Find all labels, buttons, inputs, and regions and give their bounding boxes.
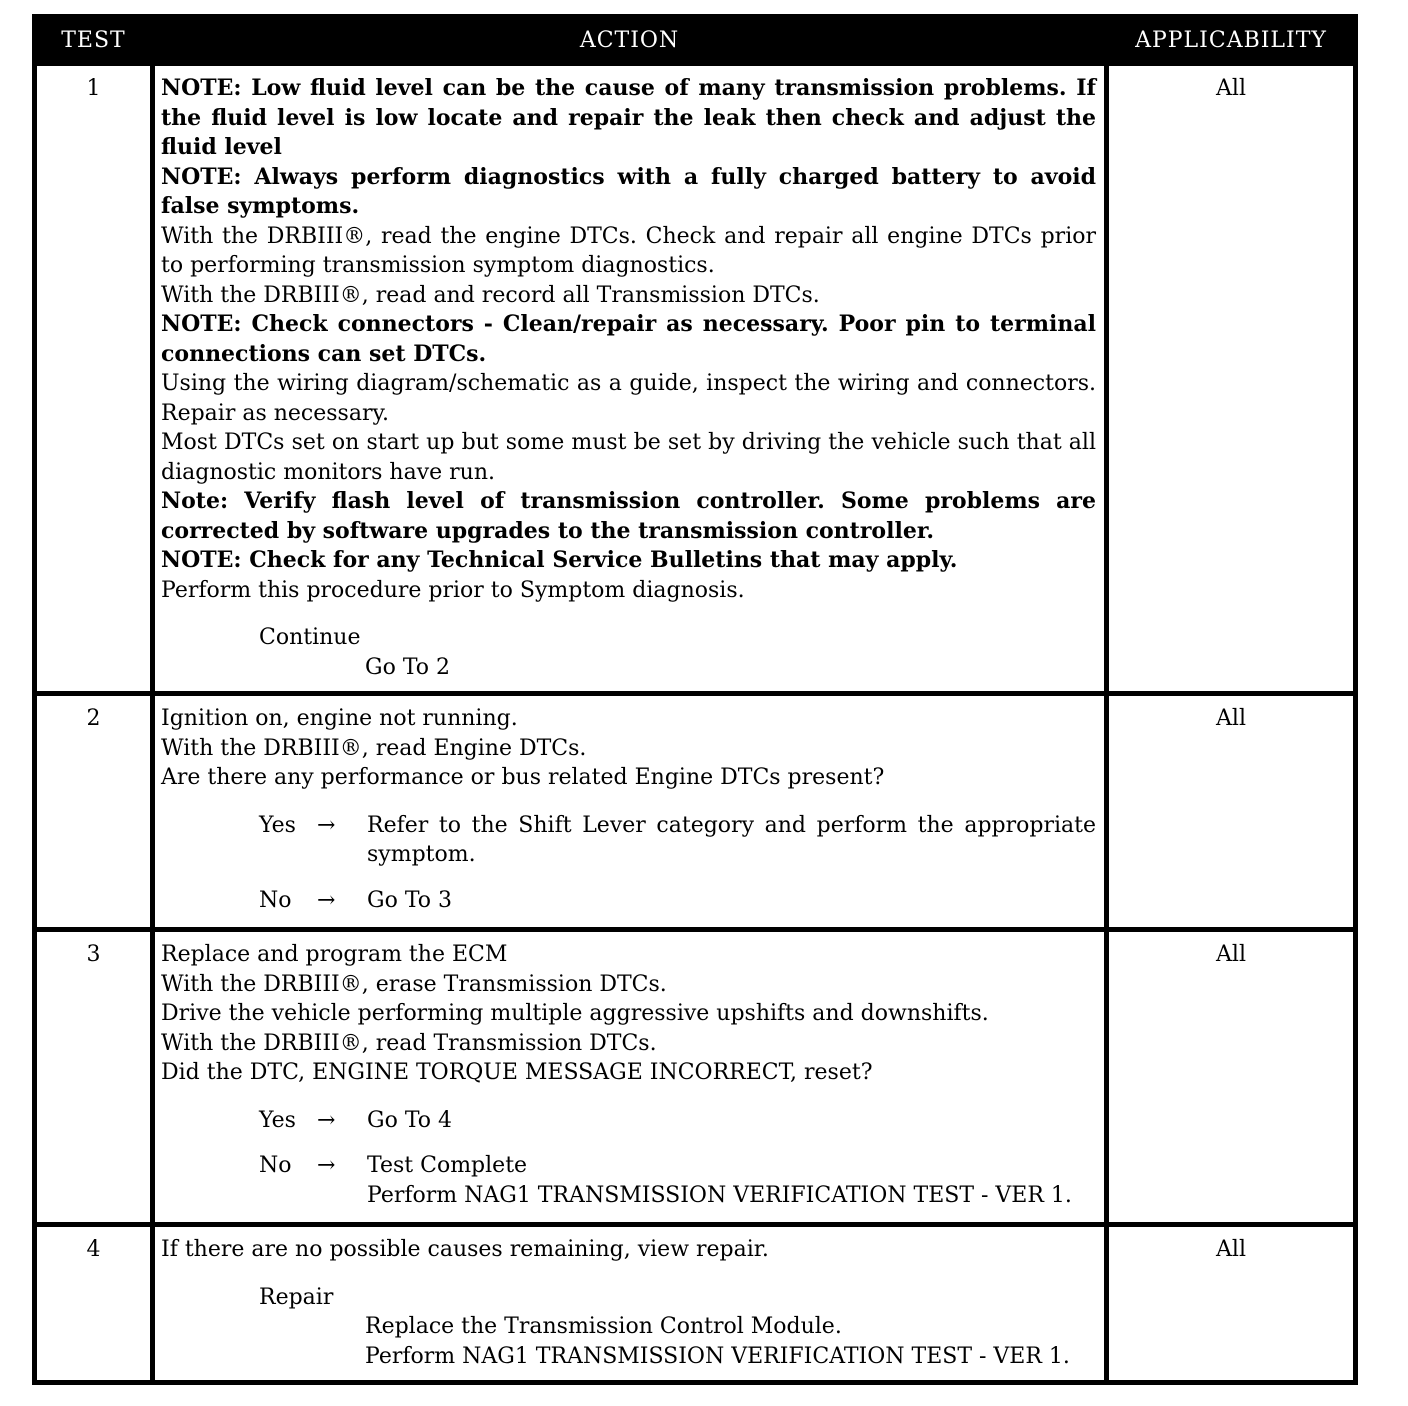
- arrow-right-icon: →: [317, 887, 336, 913]
- action-line: With the DRBIII®, read Transmission DTCs.: [161, 1030, 657, 1056]
- option-result: Refer to the Shift Lever category and perform the appropriate symptom.: [367, 812, 1096, 867]
- action-cell: [153, 694, 1107, 930]
- action-line: Most DTCs set on start up but some must be set by driving the vehicle such that all diagnostic monitors have run.: [161, 430, 1096, 485]
- action-line: NOTE: Check connectors - Clean/repair as necessary. Poor pin to terminal connections can set DTCs.: [161, 311, 1096, 367]
- arrow-right-icon: →: [317, 1107, 336, 1133]
- header-row: [35, 17, 1356, 64]
- option-result: Go To 4: [367, 1107, 453, 1133]
- option-label: Yes: [259, 812, 296, 838]
- action-cell: [153, 1225, 1107, 1383]
- option-result-line: Perform NAG1 TRANSMISSION VERIFICATION TEST - VER 1.: [367, 1182, 1072, 1208]
- action-line: Perform this procedure prior to Symptom diagnosis.: [161, 577, 745, 603]
- goto-link[interactable]: Go To 2: [365, 654, 451, 680]
- option-no[interactable]: [161, 886, 1096, 916]
- action-line: With the DRBIII®, read Engine DTCs.: [161, 735, 587, 761]
- action-line: Did the DTC, ENGINE TORQUE MESSAGE INCORRECT, reset?: [161, 1060, 873, 1085]
- action-line: With the DRBIII®, erase Transmission DTCs.: [161, 971, 667, 997]
- test-row-3: [35, 930, 1356, 1225]
- action-line: Are there any performance or bus related Engine DTCs present?: [161, 765, 885, 790]
- option-yes[interactable]: [161, 811, 1096, 870]
- option-label: No: [259, 887, 292, 913]
- continue-label: Continue: [259, 625, 361, 650]
- applicability-cell: All: [1107, 64, 1356, 694]
- header-applicability: APPLICABILITY: [1107, 17, 1356, 64]
- action-cell: [153, 930, 1107, 1225]
- action-line: Using the wiring diagram/schematic as a guide, inspect the wiring and connectors. Repair as necessary.: [161, 371, 1096, 426]
- action-line: Ignition on, engine not running.: [161, 706, 518, 731]
- diagnostic-table: [32, 14, 1358, 1385]
- header-test: TEST: [35, 17, 153, 64]
- action-line: If there are no possible causes remaining, view repair.: [161, 1237, 769, 1262]
- action-line: NOTE: Always perform diagnostics with a fully charged battery to avoid false symptoms.: [161, 163, 1096, 219]
- action-line: With the DRBIII®, read and record all Transmission DTCs.: [161, 282, 820, 308]
- applicability-cell: All: [1107, 1225, 1356, 1383]
- repair-label: Repair: [259, 1284, 334, 1310]
- arrow-right-icon: →: [317, 812, 336, 838]
- option-yes[interactable]: [161, 1106, 1096, 1136]
- action-line: NOTE: Check for any Technical Service Bulletins that may apply.: [161, 547, 958, 573]
- applicability-cell: All: [1107, 694, 1356, 930]
- repair-line: Replace the Transmission Control Module.: [365, 1314, 842, 1339]
- test-number: 3: [35, 930, 153, 1225]
- action-line: Drive the vehicle performing multiple aggressive upshifts and downshifts.: [161, 1001, 989, 1026]
- option-label: No: [259, 1153, 292, 1178]
- option-result-line: Test Complete: [367, 1153, 528, 1178]
- test-number: 4: [35, 1225, 153, 1383]
- repair-line: Perform NAG1 TRANSMISSION VERIFICATION TEST - VER 1.: [365, 1343, 1070, 1369]
- action-cell: [153, 64, 1107, 694]
- test-row-2: [35, 694, 1356, 930]
- action-line: NOTE: Low fluid level can be the cause of many transmission problems. If the fluid level is low locate and repair the leak then check and adjust the fluid level: [161, 75, 1096, 160]
- action-line: Note: Verify flash level of transmission controller. Some problems are corrected by software upgrades to the transmission controller.: [161, 488, 1096, 544]
- option-label: Yes: [259, 1107, 296, 1133]
- header-action: ACTION: [153, 17, 1107, 64]
- option-result: [367, 1151, 1096, 1210]
- test-number: 2: [35, 694, 153, 930]
- action-line: With the DRBIII®, read the engine DTCs. Check and repair all engine DTCs prior to performing transmission symptom diagnostics.: [161, 223, 1096, 278]
- option-result: Go To 3: [367, 887, 453, 913]
- action-line: Replace and program the ECM: [161, 942, 508, 967]
- option-no[interactable]: [161, 1151, 1096, 1210]
- applicability-cell: All: [1107, 930, 1356, 1225]
- diagnostic-table-sheet: [32, 14, 1353, 1385]
- test-row-4: [35, 1225, 1356, 1383]
- arrow-right-icon: →: [317, 1153, 336, 1178]
- test-number: 1: [35, 64, 153, 694]
- test-row-1: [35, 64, 1356, 694]
